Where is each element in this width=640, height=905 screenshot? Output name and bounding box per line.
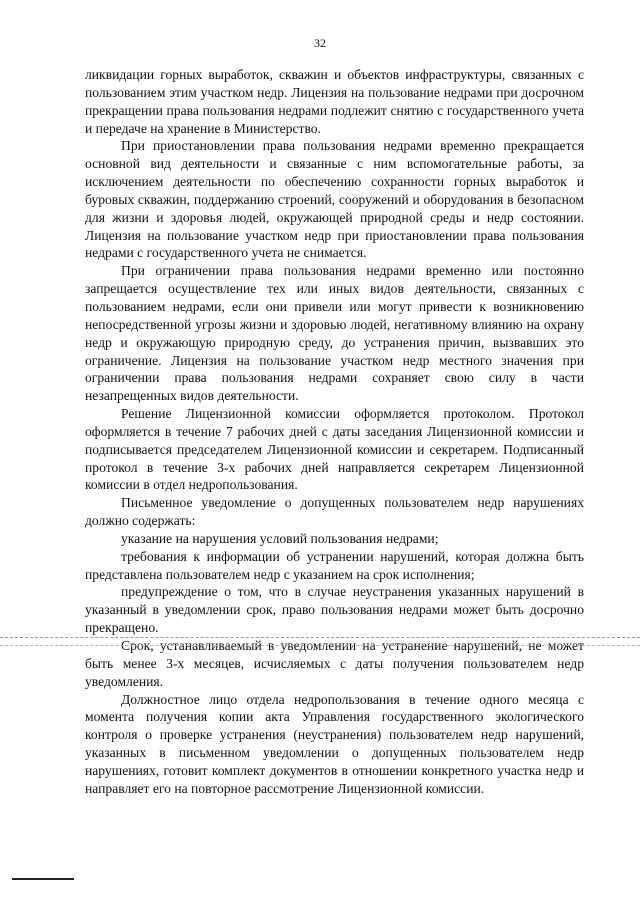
list-item-requirements: требования к информации об устранении нарушений, которая должна быть представлена пользователем недр с указанием на срок исполнения; xyxy=(85,548,584,582)
scan-artifact-line xyxy=(0,645,640,646)
footer-rule xyxy=(12,878,74,880)
paragraph-continuation: ликвидации горных выработок, скважин и объектов инфраструктуры, связанных с пользованием этим участком недр. Лицензия на пользование недрами при досрочном прекращении права пользования недрами подлежит снятию с государственного учета и передаче на хранение в Министерство. xyxy=(85,67,584,136)
page-number: 32 xyxy=(314,36,326,50)
document-body xyxy=(85,66,584,798)
paragraph-commission-decision: Решение Лицензионной комиссии оформляется протоколом. Протокол оформляется в течение 7 рабочих дней с даты заседания Лицензионной комиссии и подписывается председателем Лицензионной комиссии и секретарем. Подписанный протокол в течение 3-х рабочих дней направляется секретарем Лицензионной комиссии в отдел недропользования. xyxy=(85,406,584,493)
list-item-violations: указание на нарушения условий пользования недрами; xyxy=(121,530,439,546)
paragraph-deadline: Срок, устанавливаемый в уведомлении на устранение нарушений, не может быть менее 3-х месяцев, исчисляемых с даты получения пользователем недр уведомления. xyxy=(85,638,584,689)
paragraph-notice-intro: Письменное уведомление о допущенных пользователем недр нарушениях должно содержать: xyxy=(85,495,584,529)
paragraph-suspension: При приостановлении права пользования недрами временно прекращается основной вид деятельности и связанные с ним вспомогательные работы, за исключением деятельности по обеспечению сохранности горных выработок и буровых скважин, поддержанию строений, сооружений и оборудования в безопасном для жизни и здоровья людей, окружающей природной среды и недр состоянии. Лицензия на пользование участком недр при приостановлении права пользования недрами с государственного учета не снимается. xyxy=(85,138,584,261)
paragraph-official-duty: Должностное лицо отдела недропользования в течение одного месяца с момента получения копии акта Управления государственного экологического контроля о проверке устранения (неустранения) пользователем недр нарушений, указанных в письменном уведомлении о допущенных пользователем недр нарушениях, готовит комплект документов в отношении конкретного участка недр и направляет его на повторное рассмотрение Лицензионной комиссии. xyxy=(85,691,584,796)
paragraph-restriction: При ограничении права пользования недрами временно или постоянно запрещается осуществление тех или иных видов деятельности, связанных с пользованием недрами, если они привели или могут привести к возникновению непосредственной угрозы жизни и здоровью людей, негативному влиянию на охрану недр и окружающую природную среду, до устранения причин, вызвавших это ограничение. Лицензия на пользование участком недр местного значения при ограничении права пользования недрами сохраняет свою силу в части незапрещенных видов деятельности. xyxy=(85,263,584,404)
scan-artifact-line xyxy=(0,637,640,638)
list-item-warning: предупреждение о том, что в случае неустранения указанных нарушений в указанный в уведомлении срок, право пользования недрами может быть досрочно прекращено. xyxy=(85,584,584,636)
